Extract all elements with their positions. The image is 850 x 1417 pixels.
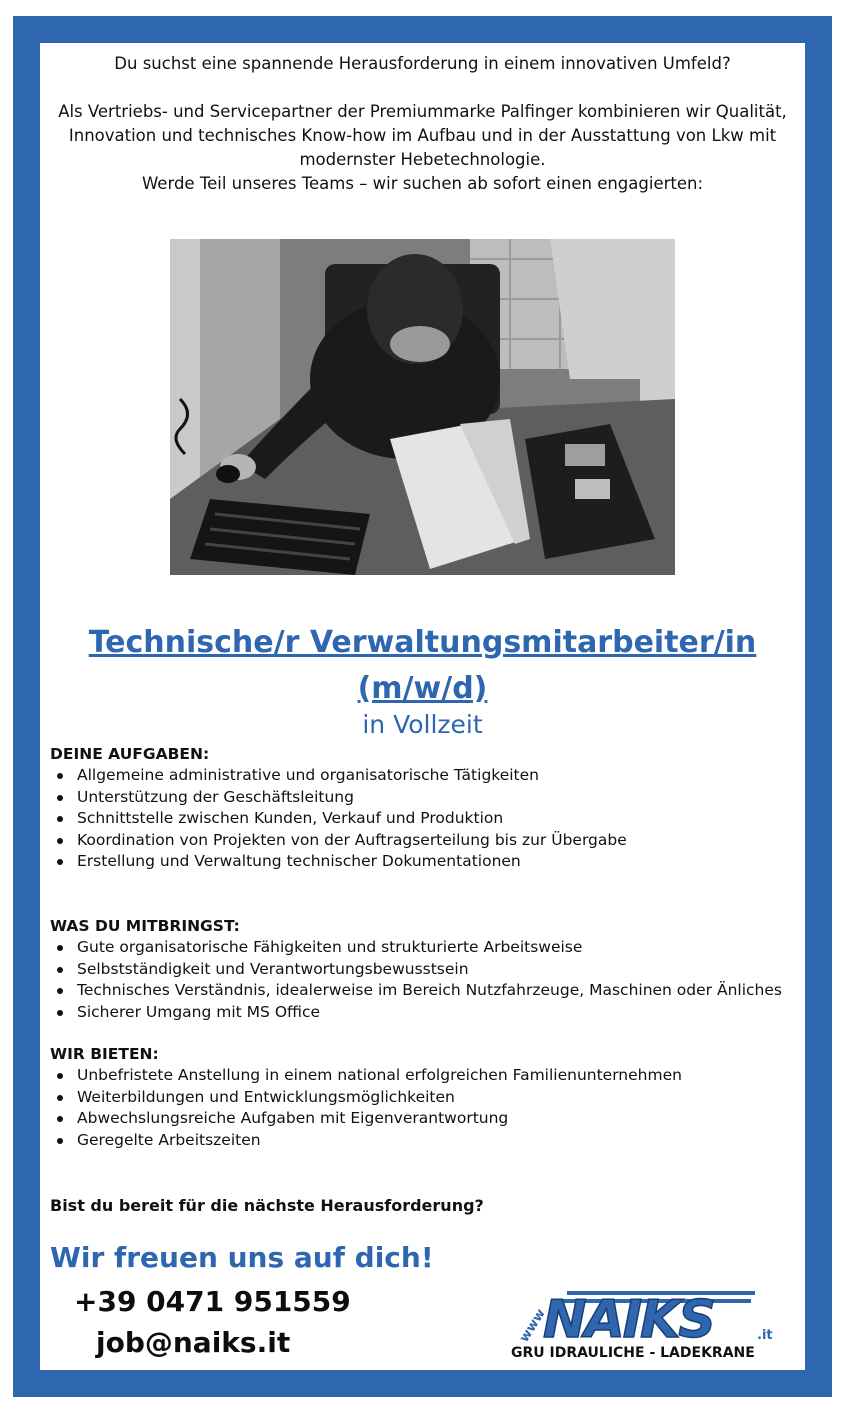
logo-tld: .it bbox=[757, 1328, 773, 1343]
requirements-list bbox=[50, 937, 790, 1023]
list-item: Schnittstelle zwischen Kunden, Verkauf und Produktion bbox=[77, 808, 790, 830]
logo-tagline: GRU IDRAULICHE - LADEKRANE bbox=[511, 1345, 755, 1361]
requirements-heading: WAS DU MITBRINGST: bbox=[50, 917, 240, 935]
list-item: Technisches Verständnis, idealerweise im Bereich Nutzfahrzeuge, Maschinen oder Änliches bbox=[77, 980, 790, 1002]
intro-text bbox=[40, 52, 805, 196]
list-item: Koordination von Projekten von der Auftragserteilung bis zur Übergabe bbox=[77, 830, 790, 852]
job-title bbox=[40, 620, 805, 712]
requirements-section bbox=[50, 916, 790, 1023]
job-subtitle: in Vollzeit bbox=[362, 710, 483, 739]
tasks-list bbox=[50, 765, 790, 873]
contact-email[interactable]: job@naiks.it bbox=[96, 1326, 291, 1359]
office-photo bbox=[170, 239, 675, 575]
job-title-line: (m/w/d) bbox=[357, 671, 488, 706]
list-item: Abwechslungsreiche Aufgaben mit Eigenverantwortung bbox=[77, 1108, 790, 1130]
intro-line: Als Vertriebs- und Servicepartner der Premiummarke Palfinger kombinieren wir Qualität, bbox=[58, 102, 787, 121]
list-item: Sicherer Umgang mit MS Office bbox=[77, 1002, 790, 1024]
list-item: Gute organisatorische Fähigkeiten und strukturierte Arbeitsweise bbox=[77, 937, 790, 959]
logo-name: NAIKS bbox=[543, 1290, 714, 1350]
offer-list bbox=[50, 1065, 790, 1151]
tasks-heading: DEINE AUFGABEN: bbox=[50, 745, 210, 763]
list-item: Allgemeine administrative und organisatorische Tätigkeiten bbox=[77, 765, 790, 787]
naiks-logo bbox=[505, 1283, 785, 1363]
list-item: Erstellung und Verwaltung technischer Dokumentationen bbox=[77, 851, 790, 873]
call-to-action-question: Bist du bereit für die nächste Herausforderung? bbox=[50, 1196, 484, 1215]
list-item: Selbstständigkeit und Verantwortungsbewusstsein bbox=[77, 959, 790, 981]
intro-line: Innovation und technisches Know-how im Aufbau und in der Ausstattung von Lkw mit bbox=[68, 126, 777, 145]
intro-line: Werde Teil unseres Teams – wir suchen ab sofort einen engagierten: bbox=[141, 174, 704, 193]
intro-line: modernster Hebetechnologie. bbox=[299, 150, 546, 169]
job-title-line: Technische/r Verwaltungsmitarbeiter/in bbox=[88, 625, 757, 660]
contact-phone[interactable]: +39 0471 951559 bbox=[74, 1285, 351, 1318]
intro-question: Du suchst eine spannende Herausforderung in einem innovativen Umfeld? bbox=[114, 54, 731, 73]
closing-headline: Wir freuen uns auf dich! bbox=[50, 1241, 434, 1274]
list-item: Geregelte Arbeitszeiten bbox=[77, 1130, 790, 1152]
offer-heading: WIR BIETEN: bbox=[50, 1045, 159, 1063]
list-item: Weiterbildungen und Entwicklungsmöglichkeiten bbox=[77, 1087, 790, 1109]
tasks-section bbox=[50, 744, 790, 873]
offer-section bbox=[50, 1044, 790, 1151]
logo-www: www bbox=[516, 1306, 549, 1346]
list-item: Unterstützung der Geschäftsleitung bbox=[77, 787, 790, 809]
list-item: Unbefristete Anstellung in einem national erfolgreichen Familienunternehmen bbox=[77, 1065, 790, 1087]
